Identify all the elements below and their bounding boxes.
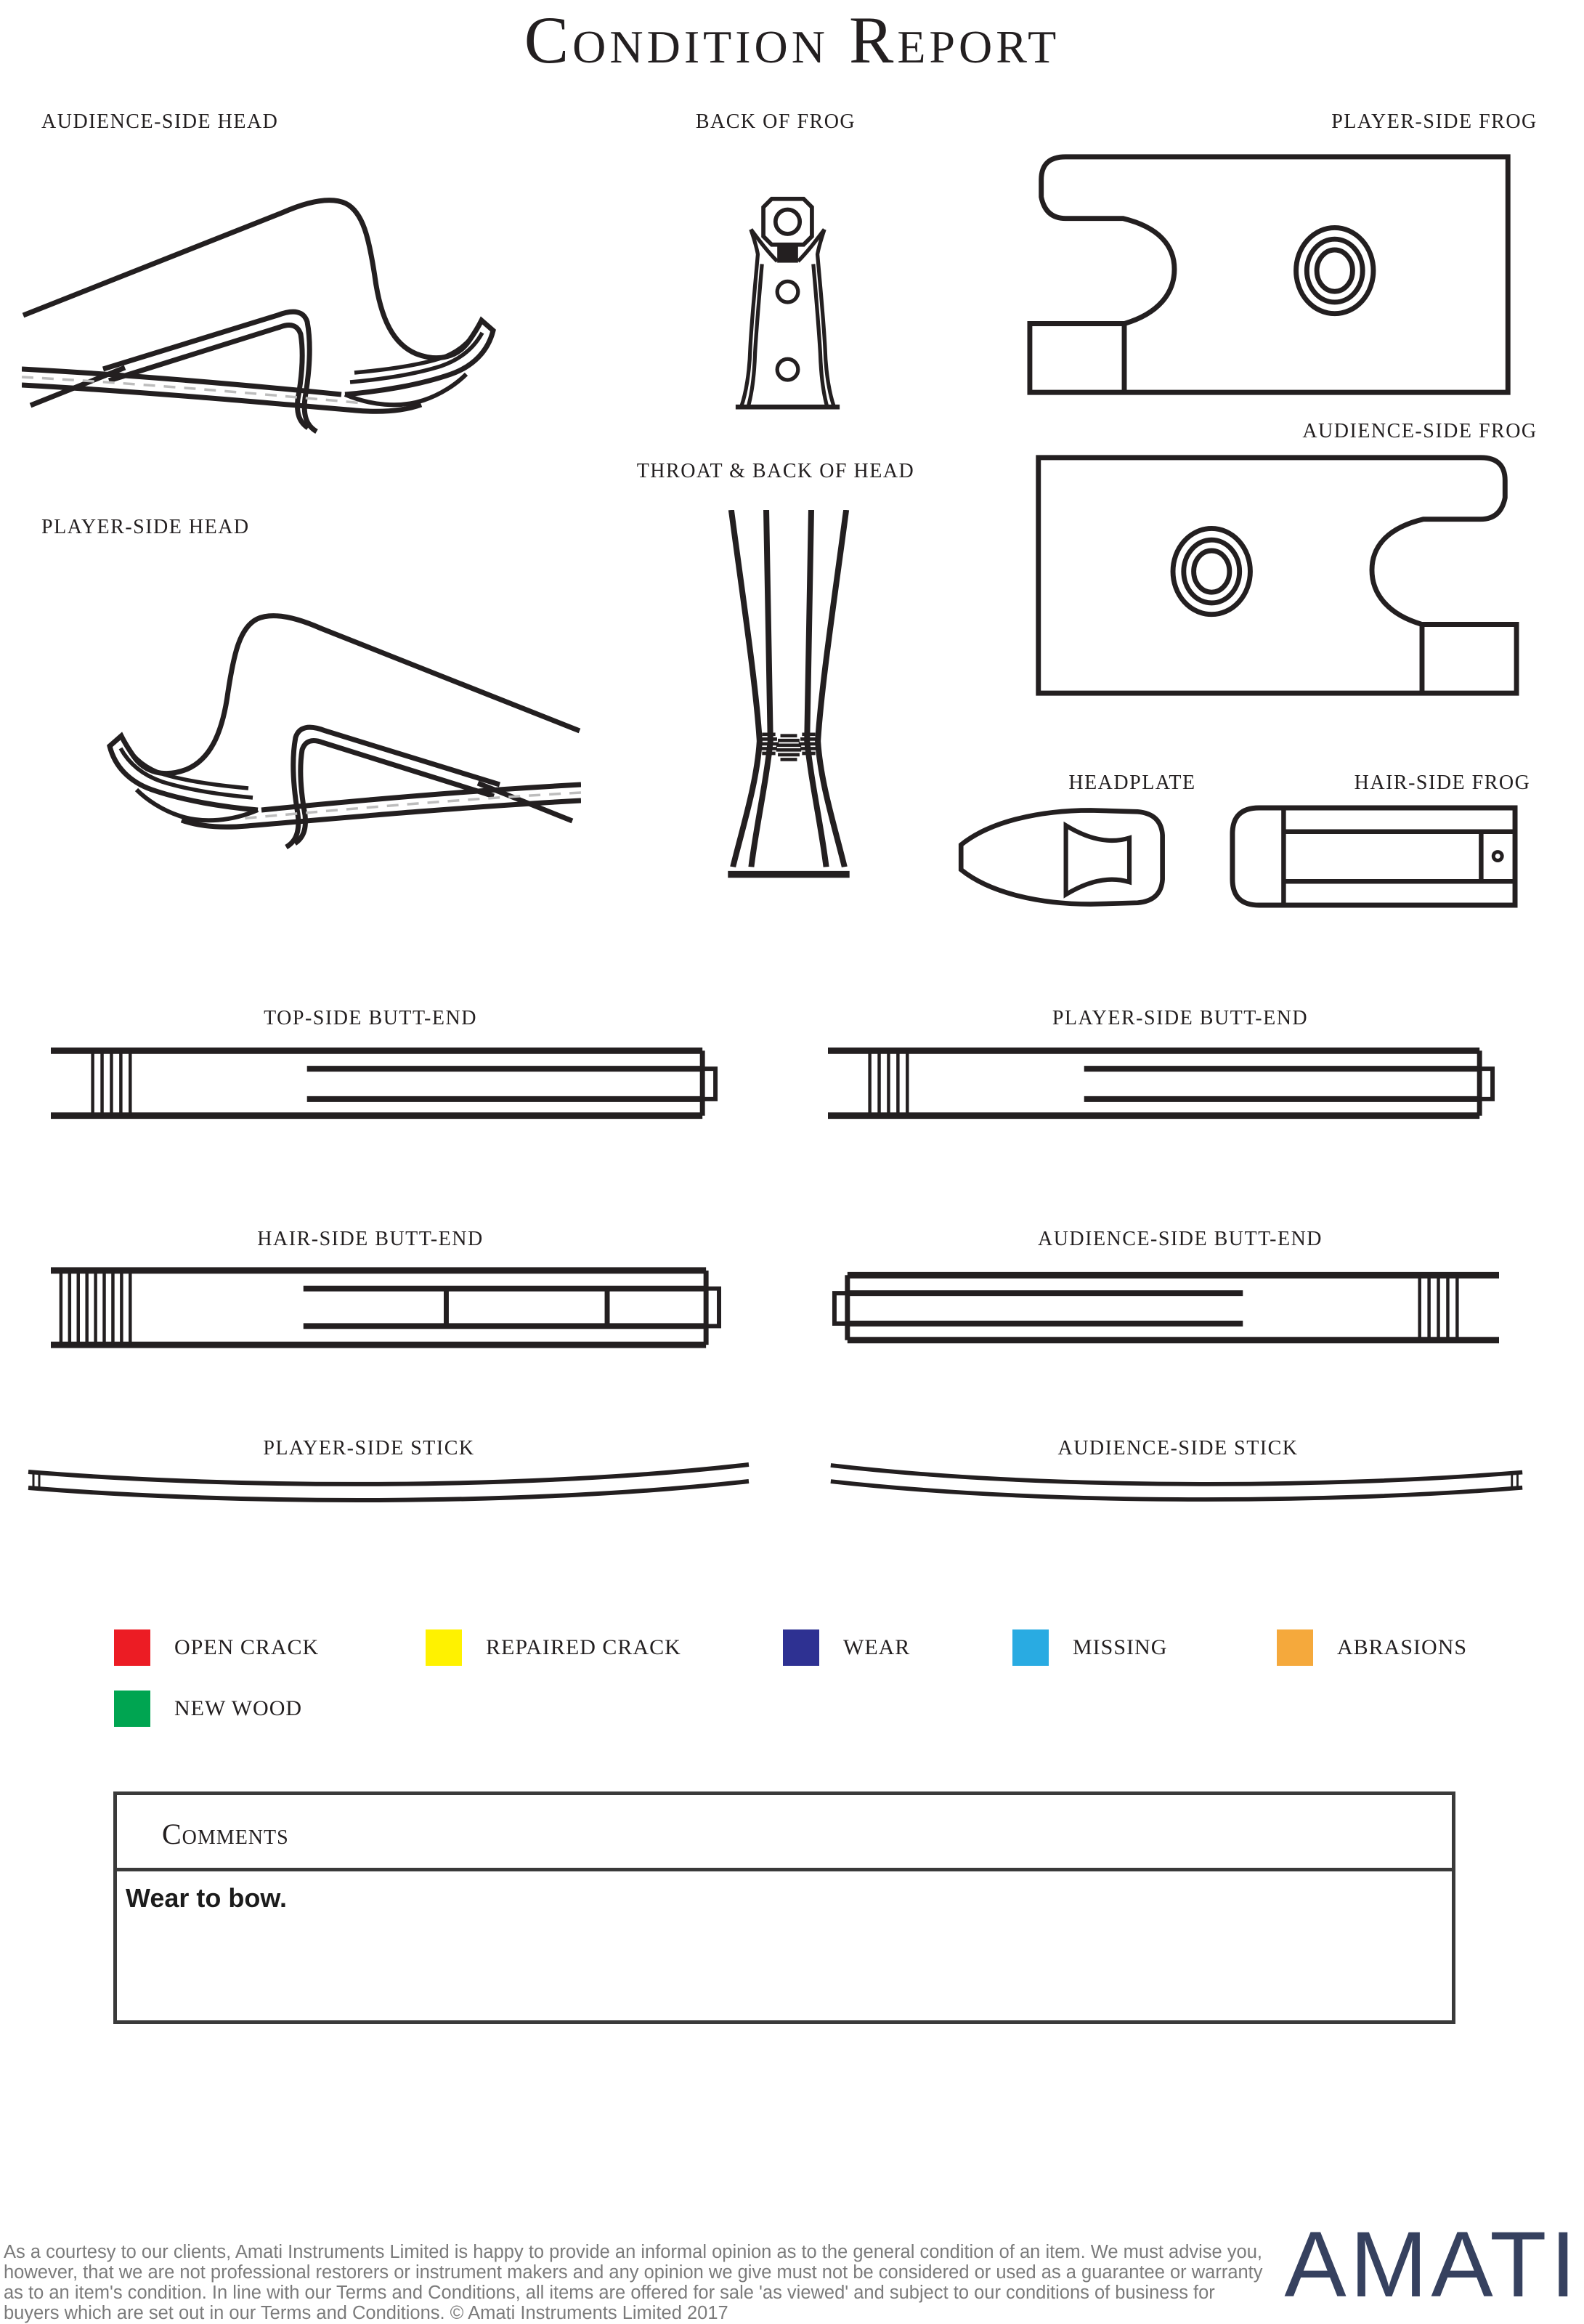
- comments-title: Comments: [162, 1818, 289, 1850]
- player-side-frog-diagram: [1027, 151, 1519, 398]
- legend-label: MISSING: [1073, 1635, 1168, 1659]
- label-player-side-butt-end: PLAYER-SIDE BUTT-END: [1052, 1007, 1309, 1029]
- throat-back-of-head-diagram: [726, 510, 851, 880]
- legend-label: REPAIRED CRACK: [486, 1635, 681, 1659]
- label-throat-back-of-head: THROAT & BACK OF HEAD: [636, 460, 915, 482]
- missing-swatch: [1012, 1629, 1049, 1666]
- winding-hatch: [61, 1271, 130, 1345]
- label-headplate: HEADPLATE: [1068, 772, 1196, 794]
- new-wood-swatch: [114, 1691, 150, 1727]
- legend-item-abrasions: [1277, 1629, 1467, 1666]
- legend-item-missing: [1012, 1629, 1167, 1666]
- comments-box: [113, 1791, 1455, 2024]
- amati-logo: AMATI: [1284, 2213, 1580, 2317]
- hair-side-frog-diagram: [1227, 803, 1519, 910]
- legend-item-open-crack: [114, 1629, 319, 1666]
- label-player-side-stick: PLAYER-SIDE STICK: [263, 1437, 475, 1459]
- repaired-crack-swatch: [426, 1629, 462, 1666]
- label-audience-side-frog: AUDIENCE-SIDE FROG: [1302, 420, 1538, 442]
- label-audience-side-head: AUDIENCE-SIDE HEAD: [41, 110, 279, 133]
- label-player-side-frog: PLAYER-SIDE FROG: [1331, 110, 1538, 133]
- hair-side-butt-end-diagram: [51, 1266, 722, 1350]
- legend-item-repaired-crack: [426, 1629, 681, 1666]
- back-of-frog-diagram: [728, 195, 847, 410]
- audience-side-butt-end-diagram: [828, 1266, 1499, 1350]
- legend-label: WEAR: [843, 1635, 911, 1659]
- label-back-of-frog: BACK OF FROG: [695, 110, 856, 133]
- comments-text: Wear to bow.: [126, 1883, 288, 1913]
- headplate-diagram: [951, 802, 1184, 912]
- label-hair-side-frog: HAIR-SIDE FROG: [1354, 772, 1531, 794]
- legend-label: ABRASIONS: [1337, 1635, 1468, 1659]
- legend-item-wear: [783, 1629, 910, 1666]
- label-audience-side-stick: AUDIENCE-SIDE STICK: [1057, 1437, 1299, 1459]
- legend-label: NEW WOOD: [174, 1696, 303, 1720]
- label-audience-side-butt-end: AUDIENCE-SIDE BUTT-END: [1037, 1228, 1323, 1250]
- legend-label: OPEN CRACK: [174, 1635, 320, 1659]
- open-crack-swatch: [114, 1629, 150, 1666]
- audience-side-frog-diagram: [1027, 452, 1519, 699]
- legend-item-new-wood: [114, 1691, 302, 1727]
- player-side-stick-diagram: [25, 1462, 752, 1504]
- wear-swatch: [783, 1629, 819, 1666]
- page-title: Condition Report: [524, 3, 1060, 77]
- audience-side-head-diagram: [22, 142, 581, 448]
- audience-side-stick-diagram: [828, 1462, 1525, 1504]
- player-side-head-diagram: [22, 558, 581, 863]
- winding-hatch: [93, 1050, 131, 1115]
- footer-disclaimer: As a courtesy to our clients, Amati Instruments Limited is happy to provide an informal opinion as to the general condition of an item. We must advise you, however, that we are not professional restorers or instrument makers and any opinion we give must not be considered or used as a guarantee or warranty as to an item's condition. In line with our Terms and Conditions, all items are offered for sale 'as viewed' and subject to our conditions of business for buyers which are set out in our Terms and Conditions. © Amati Instruments Limited 2017: [4, 2242, 1263, 2323]
- comments-header: [117, 1795, 1452, 1871]
- label-top-side-butt-end: TOP-SIDE BUTT-END: [264, 1007, 477, 1029]
- label-player-side-head: PLAYER-SIDE HEAD: [41, 516, 250, 538]
- abrasions-swatch: [1277, 1629, 1313, 1666]
- player-side-butt-end-diagram: [828, 1046, 1499, 1120]
- label-hair-side-butt-end: HAIR-SIDE BUTT-END: [257, 1228, 484, 1250]
- top-side-butt-end-diagram: [51, 1046, 722, 1120]
